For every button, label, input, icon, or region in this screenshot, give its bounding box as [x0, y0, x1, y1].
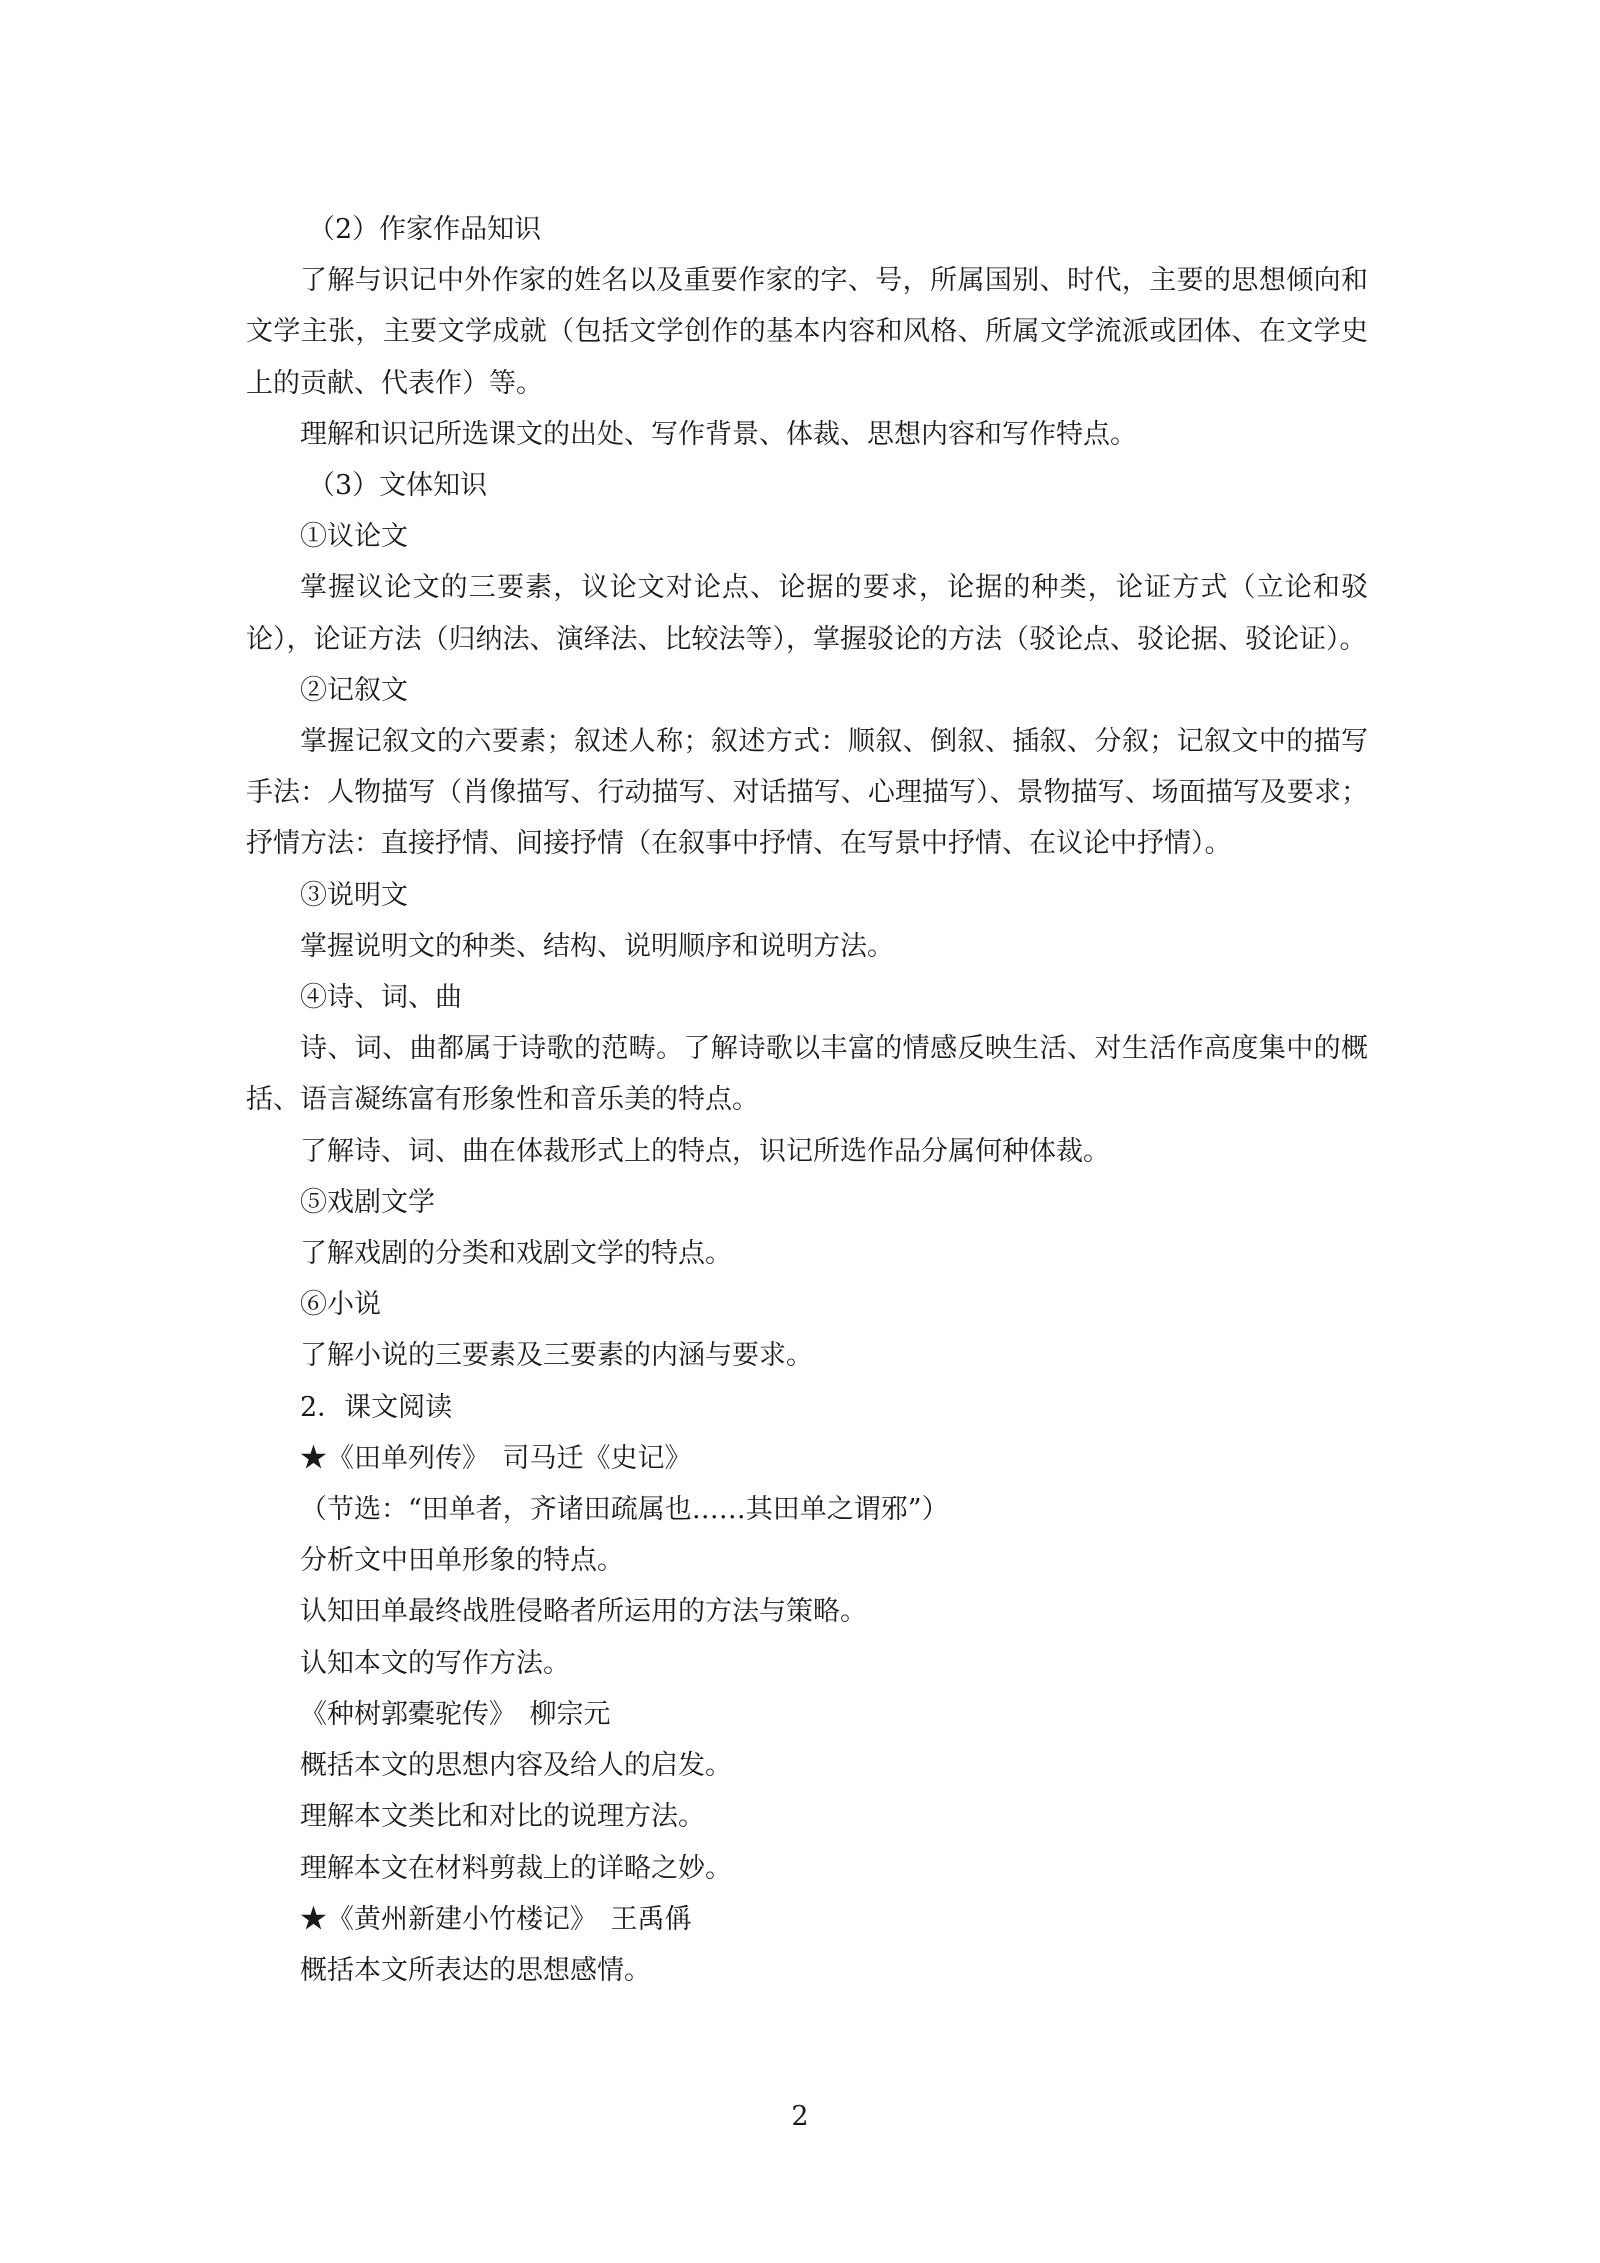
subsection-heading: ⑤戏剧文学 [300, 1186, 435, 1218]
section-heading: （3）文体知识 [308, 470, 488, 502]
text-title: ★《黄州新建小竹楼记》 王禹偁 [300, 1903, 692, 1935]
requirement-item: 分析文中田单形象的特点。 [300, 1545, 624, 1577]
paragraph: 了解诗、词、曲在体裁形式上的特点，识记所选作品分属何种体裁。 [300, 1135, 1110, 1167]
requirement-item: 概括本文所表达的思想感情。 [300, 1954, 651, 1986]
section-heading: 2．课文阅读 [300, 1391, 453, 1423]
paragraph: 掌握议论文的三要素，议论文对论点、论据的要求，论据的种类，论证方式（立论和驳论），论证方法（归纳法、演绎法、比较法等），掌握驳论的方法（驳论点、驳论据、驳论证）。 [246, 572, 1368, 655]
paragraph: 了解与识记中外作家的姓名以及重要作家的字、号，所属国别、时代，主要的思想倾向和文学主张，主要文学成就（包括文学创作的基本内容和风格、所属文学流派或团体、在文学史上的贡献、代表作）等。 [246, 265, 1368, 399]
paragraph: 了解戏剧的分类和戏剧文学的特点。 [300, 1238, 732, 1270]
subsection-heading: ②记叙文 [300, 674, 408, 706]
page-body [246, 204, 1368, 1996]
subsection-heading: ④诗、词、曲 [300, 982, 462, 1014]
section-heading: （2）作家作品知识 [308, 214, 542, 245]
requirement-item: 认知本文的写作方法。 [300, 1647, 570, 1679]
requirement-item: 理解本文类比和对比的说理方法。 [300, 1801, 705, 1833]
subsection-heading: ①议论文 [300, 521, 408, 553]
requirement-item: 概括本文的思想内容及给人的启发。 [300, 1750, 732, 1782]
subsection-heading: ③说明文 [300, 879, 408, 911]
text-title: ★《田单列传》 司马迁《史记》 [300, 1442, 692, 1474]
paragraph: 了解小说的三要素及三要素的内涵与要求。 [300, 1340, 813, 1372]
paragraph: 掌握说明文的种类、结构、说明顺序和说明方法。 [300, 930, 894, 962]
paragraph: 掌握记叙文的六要素；叙述人称；叙述方式：顺叙、倒叙、插叙、分叙；记叙文中的描写手法：人物描写（肖像描写、行动描写、对话描写、心理描写）、景物描写、场面描写及要求；抒情方法：直接抒情、间接抒情（在叙事中抒情、在写景中抒情、在议论中抒情）。 [246, 726, 1368, 860]
subsection-heading: ⑥小说 [300, 1289, 381, 1321]
text-title: 《种树郭橐驼传》 柳宗元 [300, 1698, 611, 1730]
requirement-item: 理解本文在材料剪裁上的详略之妙。 [300, 1852, 732, 1884]
excerpt-note: （节选：“田单者，齐诸田疏属也……其田单之谓邪”） [300, 1494, 949, 1526]
paragraph: 理解和识记所选课文的出处、写作背景、体裁、思想内容和写作特点。 [300, 418, 1137, 450]
page-number: 2 [791, 2101, 809, 2132]
requirement-item: 认知田单最终战胜侵略者所运用的方法与策略。 [300, 1596, 867, 1628]
paragraph: 诗、词、曲都属于诗歌的范畴。了解诗歌以丰富的情感反映生活、对生活作高度集中的概括、语言凝练富有形象性和音乐美的特点。 [246, 1033, 1368, 1116]
